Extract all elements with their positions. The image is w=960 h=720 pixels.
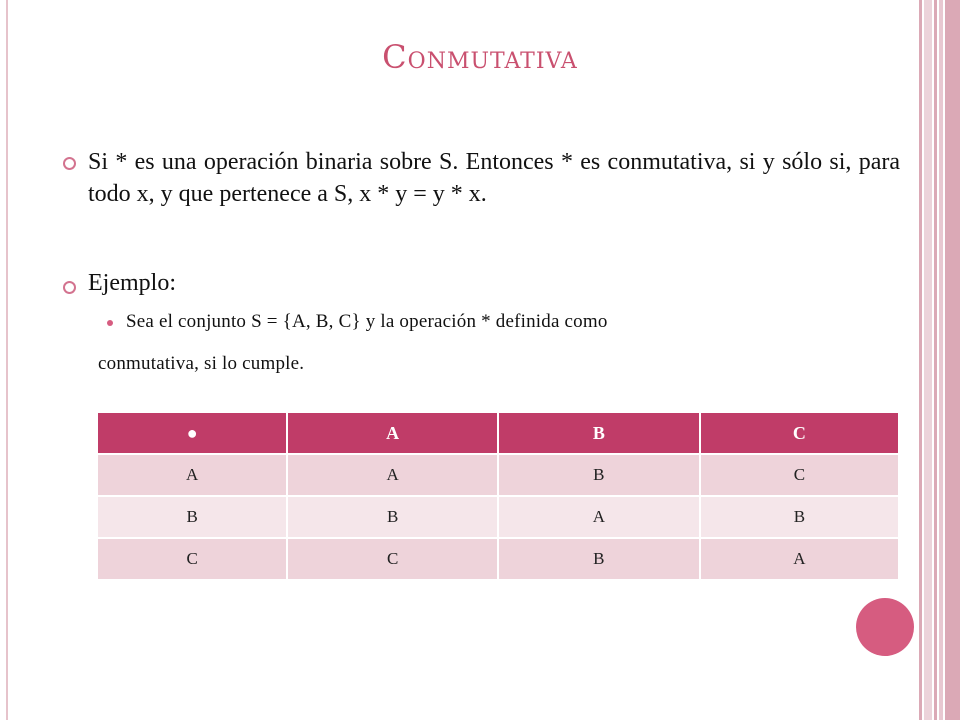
bullet-ring-icon — [63, 157, 76, 170]
definition-paragraph: Si * es una operación binaria sobre S. Entonces * es conmutativa, si y sólo si, para todo x, y que pertenece a S, x * y = y * x. — [88, 149, 900, 207]
decorative-stripe — [919, 0, 922, 720]
example-label: Ejemplo: — [88, 270, 176, 296]
decorative-stripe — [924, 0, 932, 720]
table-row — [98, 496, 898, 538]
header-cell: A — [287, 413, 498, 454]
sub-bullet-dot-icon — [107, 320, 113, 326]
decorative-circle — [856, 598, 914, 656]
table-row — [98, 538, 898, 579]
table-cell: B — [700, 496, 898, 538]
table-row — [98, 454, 898, 496]
table-cell: B — [498, 538, 700, 579]
table-cell: A — [287, 454, 498, 496]
table-cell: A — [700, 538, 898, 579]
table-cell: C — [98, 538, 287, 579]
example-line-1: Sea el conjunto S = {A, B, C} y la operación * definida como — [126, 311, 608, 332]
header-cell: C — [700, 413, 898, 454]
operation-table — [98, 413, 898, 579]
header-cell: ● — [98, 413, 287, 454]
table-header-row — [98, 413, 898, 454]
table-cell: B — [98, 496, 287, 538]
decorative-stripe — [934, 0, 937, 720]
table-cell: C — [700, 454, 898, 496]
decorative-stripe — [939, 0, 943, 720]
example-line-2: conmutativa, si lo cumple. — [98, 353, 305, 374]
table-cell: C — [287, 538, 498, 579]
table-cell: A — [498, 496, 700, 538]
bullet-ring-icon — [63, 281, 76, 294]
left-border-line — [6, 0, 8, 720]
table-cell: A — [98, 454, 287, 496]
header-cell: B — [498, 413, 700, 454]
slide-title: Conmutativa — [382, 38, 578, 76]
table-cell: B — [498, 454, 700, 496]
table-cell: B — [287, 496, 498, 538]
decorative-stripe — [945, 0, 960, 720]
